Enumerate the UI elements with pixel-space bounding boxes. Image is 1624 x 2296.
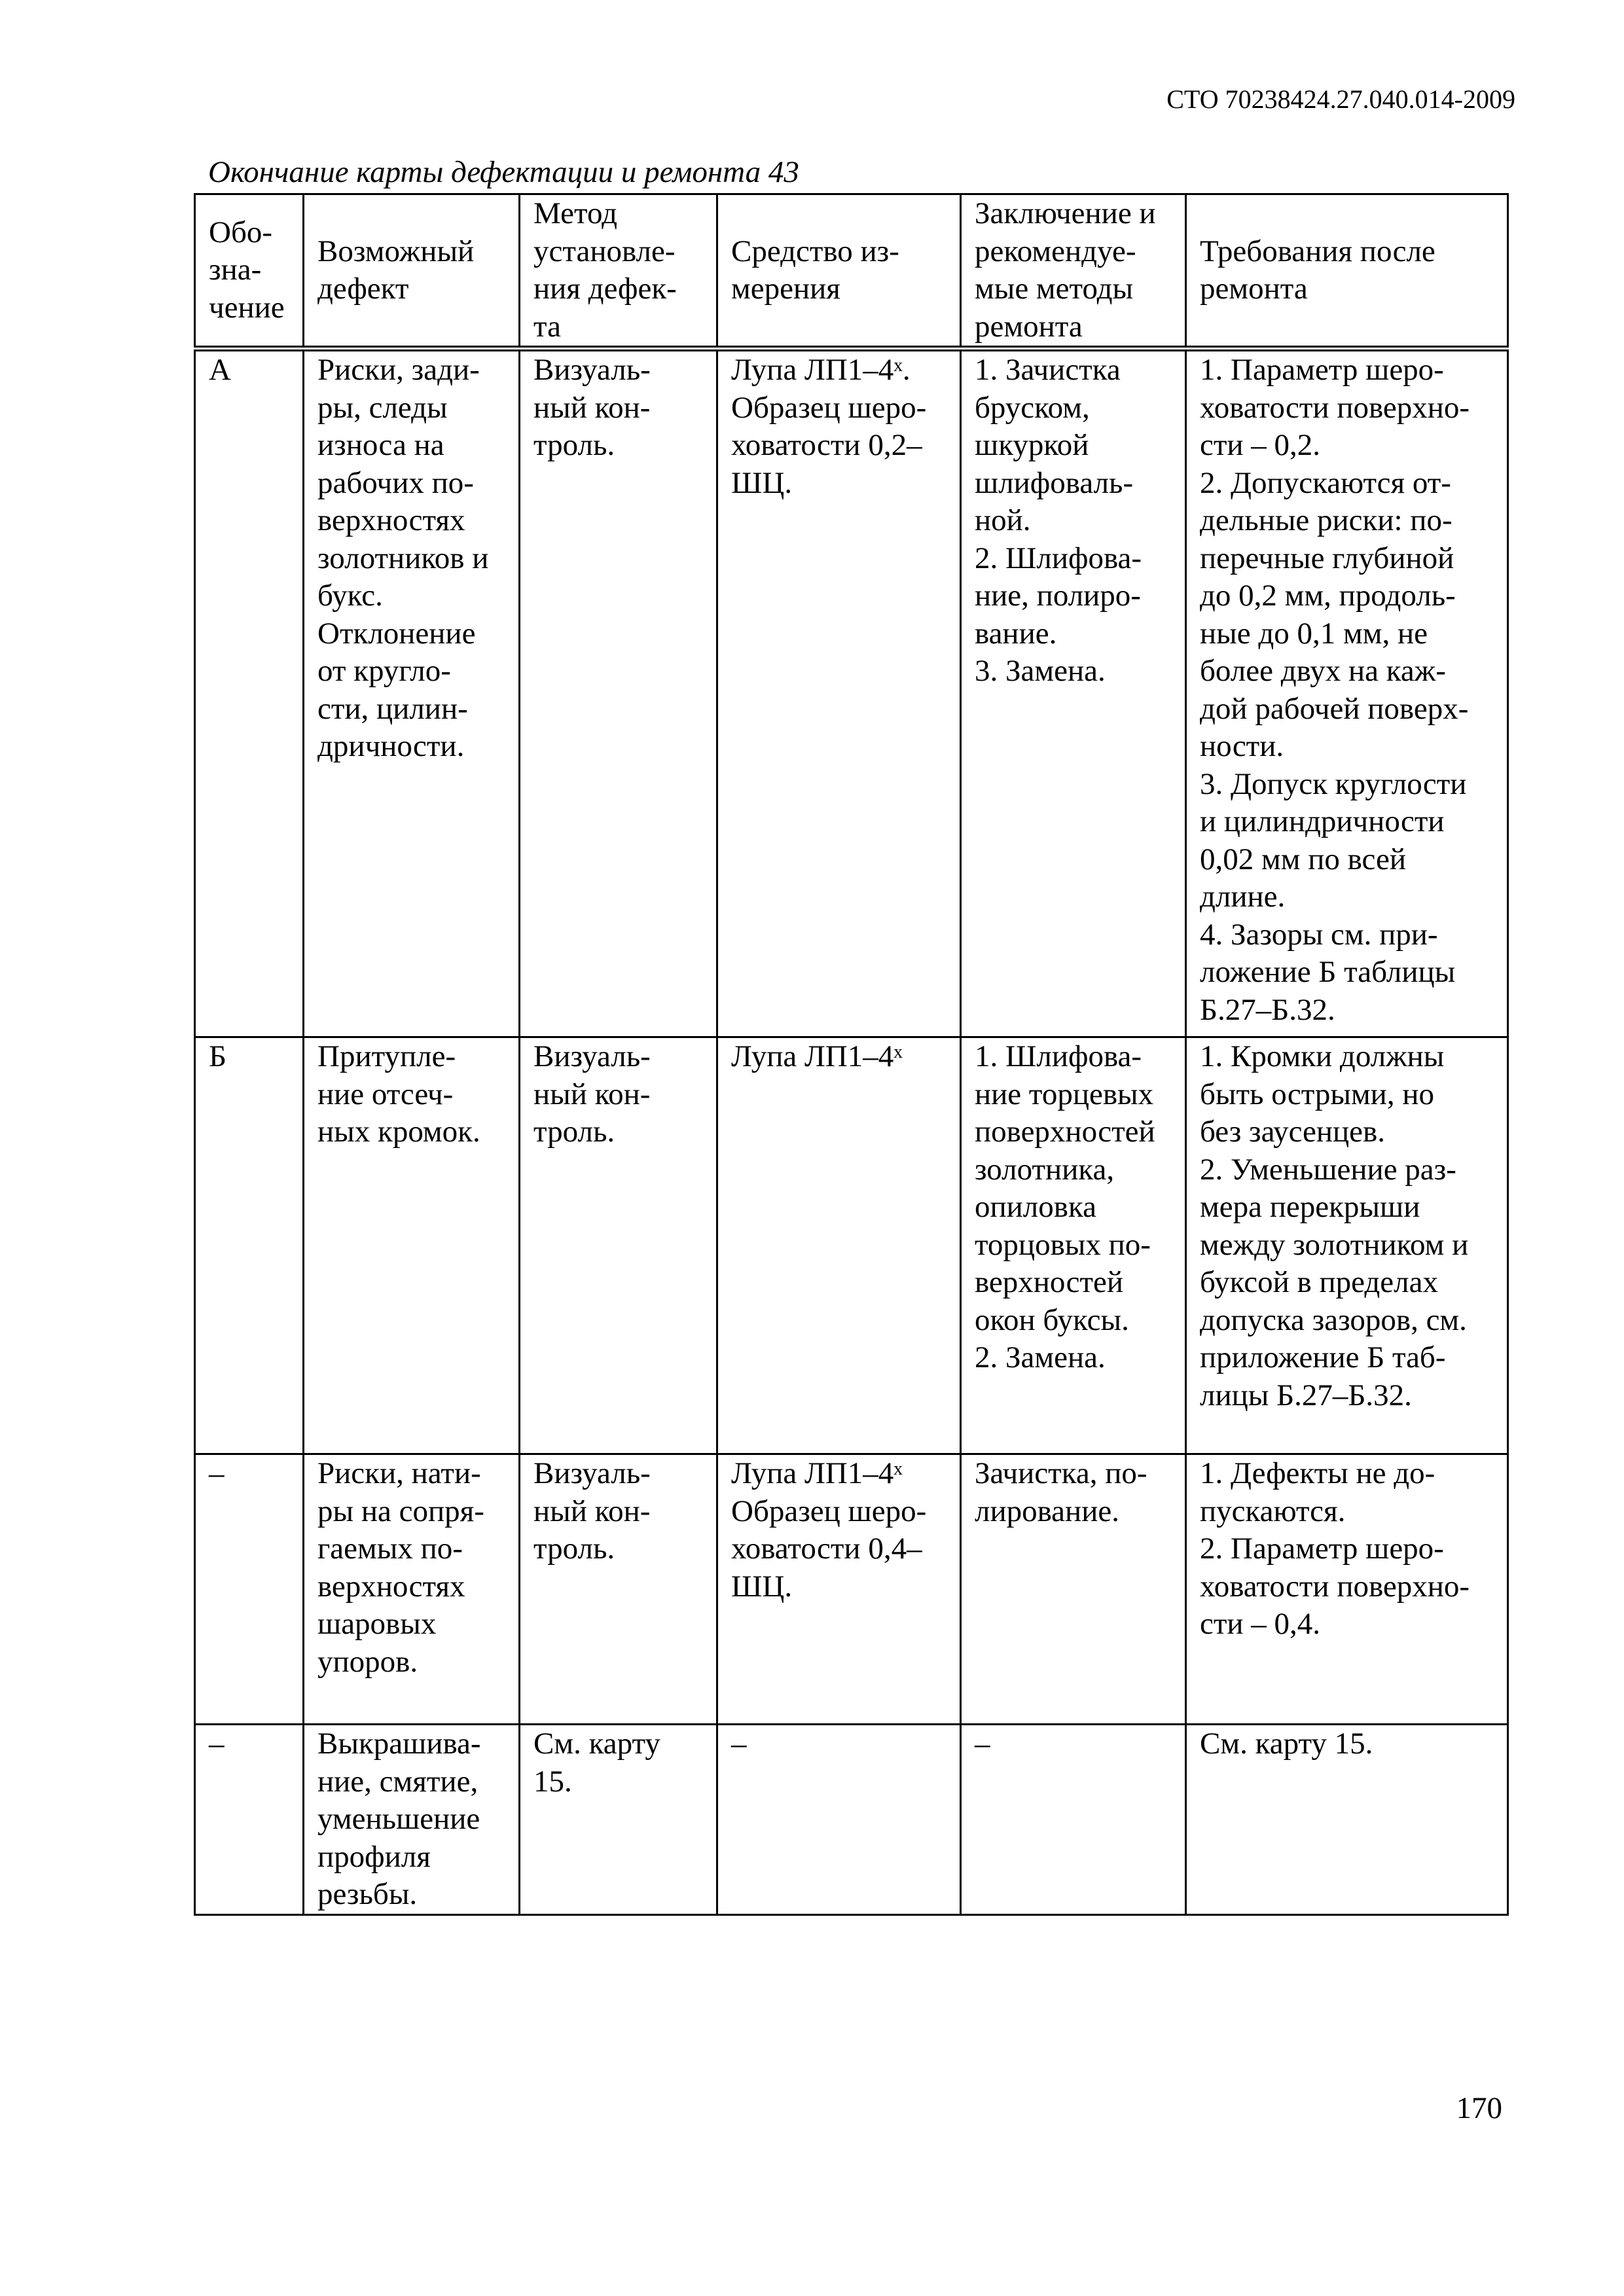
- cell-repair-methods: –: [961, 1725, 1186, 1915]
- cell-designation: –: [195, 1454, 304, 1725]
- cell-designation: А: [195, 349, 304, 1037]
- cell-measuring-tool: –: [717, 1725, 961, 1915]
- table-caption: Окончание карты дефектации и ремонта 43: [208, 155, 799, 189]
- cell-measuring-tool: Лупа ЛП1–4ˣ: [717, 1037, 961, 1454]
- cell-detection-method: Визуаль- ный кон- троль.: [520, 1037, 717, 1454]
- page-number: 170: [1456, 2091, 1502, 2125]
- table-row: [195, 1037, 1508, 1454]
- cell-detection-method: Визуаль- ный кон- троль.: [520, 349, 717, 1037]
- cell-requirements: См. карту 15.: [1186, 1725, 1508, 1915]
- document-code: СТО 70238424.27.040.014-2009: [1166, 84, 1515, 114]
- cell-requirements: 1. Дефекты не до- пускаются. 2. Параметр шеро- ховатости поверхно- сти – 0,4.: [1186, 1454, 1508, 1725]
- cell-measuring-tool: Лупа ЛП1–4ˣ. Образец шеро- ховатости 0,2– ШЦ.: [717, 349, 961, 1037]
- column-header-requirements: Требования после ремонта: [1186, 194, 1508, 349]
- column-header-measuring-tool: Средство из- мерения: [717, 194, 961, 349]
- cell-repair-methods: 1. Зачистка бруском, шкуркой шлифоваль- ной. 2. Шлифова- ние, полиро- вание. 3. Замена.: [961, 349, 1186, 1037]
- column-header-designation: Обо- зна- чение: [195, 194, 304, 349]
- column-header-detection-method: Метод установле- ния дефек- та: [520, 194, 717, 349]
- table-header-row: [195, 194, 1508, 349]
- cell-possible-defect: Притупле- ние отсеч- ных кромок.: [304, 1037, 520, 1454]
- table-row: [195, 349, 1508, 1037]
- column-header-possible-defect: Возможный дефект: [304, 194, 520, 349]
- cell-detection-method: Визуаль- ный кон- троль.: [520, 1454, 717, 1725]
- cell-requirements: 1. Кромки должны быть острыми, но без заусенцев. 2. Уменьшение раз- мера перекрыши между золотником и буксой в пределах допуска зазоров, см. приложение Б таб- лицы Б.27–Б.32.: [1186, 1037, 1508, 1454]
- cell-detection-method: См. карту 15.: [520, 1725, 717, 1915]
- defect-repair-table: [194, 193, 1509, 1916]
- cell-possible-defect: Риски, нати- ры на сопря- гаемых по- верхностях шаровых упоров.: [304, 1454, 520, 1725]
- cell-repair-methods: Зачистка, по- лирование.: [961, 1454, 1186, 1725]
- column-header-repair-methods: Заключение и рекомендуе- мые методы ремонта: [961, 194, 1186, 349]
- cell-designation: –: [195, 1725, 304, 1915]
- cell-repair-methods: 1. Шлифова- ние торцевых поверхностей золотника, опиловка торцовых по- верхностей окон буксы. 2. Замена.: [961, 1037, 1186, 1454]
- cell-designation: Б: [195, 1037, 304, 1454]
- table-row: [195, 1454, 1508, 1725]
- cell-possible-defect: Риски, зади- ры, следы износа на рабочих по- верхностях золотников и букс. Отклонение от кругло- сти, цилин- дричности.: [304, 349, 520, 1037]
- cell-requirements: 1. Параметр шеро- ховатости поверхно- сти – 0,2. 2. Допускаются от- дельные риски: по- перечные глубиной до 0,2 мм, продоль- ные до 0,1 мм, не более двух на каж- дой рабочей поверх- ности. 3. Допуск круглости и цилиндричности 0,02 мм по всей длине. 4. Зазоры см. при- ложение Б таблицы Б.27–Б.32.: [1186, 349, 1508, 1037]
- cell-possible-defect: Выкрашива- ние, смятие, уменьшение профиля резьбы.: [304, 1725, 520, 1915]
- table-row: [195, 1725, 1508, 1915]
- cell-measuring-tool: Лупа ЛП1–4ˣ Образец шеро- ховатости 0,4– ШЦ.: [717, 1454, 961, 1725]
